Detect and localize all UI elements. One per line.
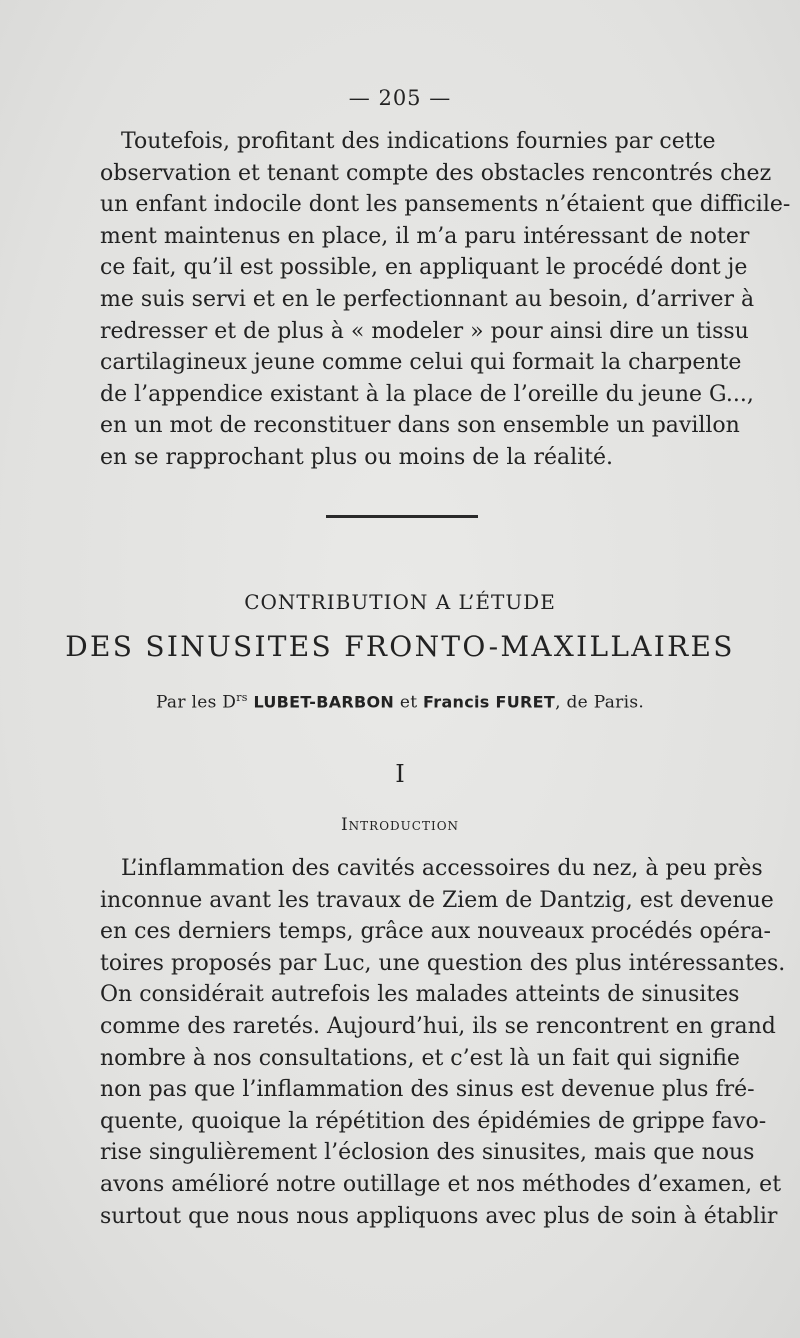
text-line: nombre à nos consultations, et c’est là un fait qui signifie <box>100 1045 740 1071</box>
byline-conjunction: et <box>399 692 418 713</box>
text-line: L’inflammation des cavités accessoires du nez, à peu près <box>121 856 763 881</box>
text-line: de l’appendice existant à la place de l’oreille du jeune G..., <box>100 381 754 407</box>
byline-suffix: , de Paris. <box>555 692 645 713</box>
byline-superscript: rs <box>236 691 248 704</box>
byline-prefix: Par les D <box>155 692 237 713</box>
text-line: Toutefois, profitant des indications fournies par cette <box>121 129 716 154</box>
text-line: redresser et de plus à « modeler » pour ainsi dire un tissu <box>100 318 749 344</box>
section-heading: Introduction <box>340 815 460 835</box>
text-line: quente, quoique la répétition des épidémies de grippe favo- <box>100 1108 767 1134</box>
section-number: I <box>395 760 405 788</box>
section-divider-rule <box>326 515 478 518</box>
article-kicker: CONTRIBUTION A L’ÉTUDE <box>244 590 556 614</box>
text-line: toires proposés par Luc, une question des plus intéressantes. <box>100 950 786 976</box>
text-line: comme des raretés. Aujourd’hui, ils se rencontrent en grand <box>100 1013 776 1039</box>
text-line: inconnue avant les travaux de Ziem de Dantzig, est devenue <box>100 887 774 913</box>
paragraph-introduction <box>100 853 786 1232</box>
page-number: — 205 — <box>348 86 452 110</box>
text-line: non pas que l’inflammation des sinus est devenue plus fré- <box>100 1077 755 1103</box>
text-line: un enfant indocile dont les pansements n’étaient que difficile- <box>100 192 791 218</box>
text-line: avons amélioré notre outillage et nos méthodes d’examen, et <box>100 1171 782 1197</box>
article-byline <box>0 691 800 713</box>
text-line: surtout que nous nous appliquons avec plus de soin à établir <box>100 1203 778 1229</box>
text-line: en ces derniers temps, grâce aux nouveaux procédés opéra- <box>100 919 771 945</box>
text-line: ce fait, qu’il est possible, en appliquant le procédé dont je <box>100 255 748 281</box>
text-line: me suis servi et en le perfectionnant au besoin, d’arriver à <box>100 286 755 312</box>
text-line: cartilagineux jeune comme celui qui formait la charpente <box>100 350 742 376</box>
author-name: LUBET-BARBON <box>253 692 395 712</box>
paragraph-continuation <box>100 126 791 474</box>
text-line: On considérait autrefois les malades atteints de sinusites <box>100 982 740 1008</box>
text-line: observation et tenant compte des obstacles rencontrés chez <box>100 160 772 186</box>
article-title: DES SINUSITES FRONTO-MAXILLAIRES <box>65 630 735 663</box>
text-line: en un mot de reconstituer dans son ensemble un pavillon <box>100 413 740 439</box>
author-name: Francis FURET <box>423 692 556 712</box>
text-line: ment maintenus en place, il m’a paru intéressant de noter <box>100 223 750 249</box>
text-line: en se rapprochant plus ou moins de la réalité. <box>100 444 614 470</box>
text-line: rise singulièrement l’éclosion des sinusites, mais que nous <box>100 1140 755 1166</box>
